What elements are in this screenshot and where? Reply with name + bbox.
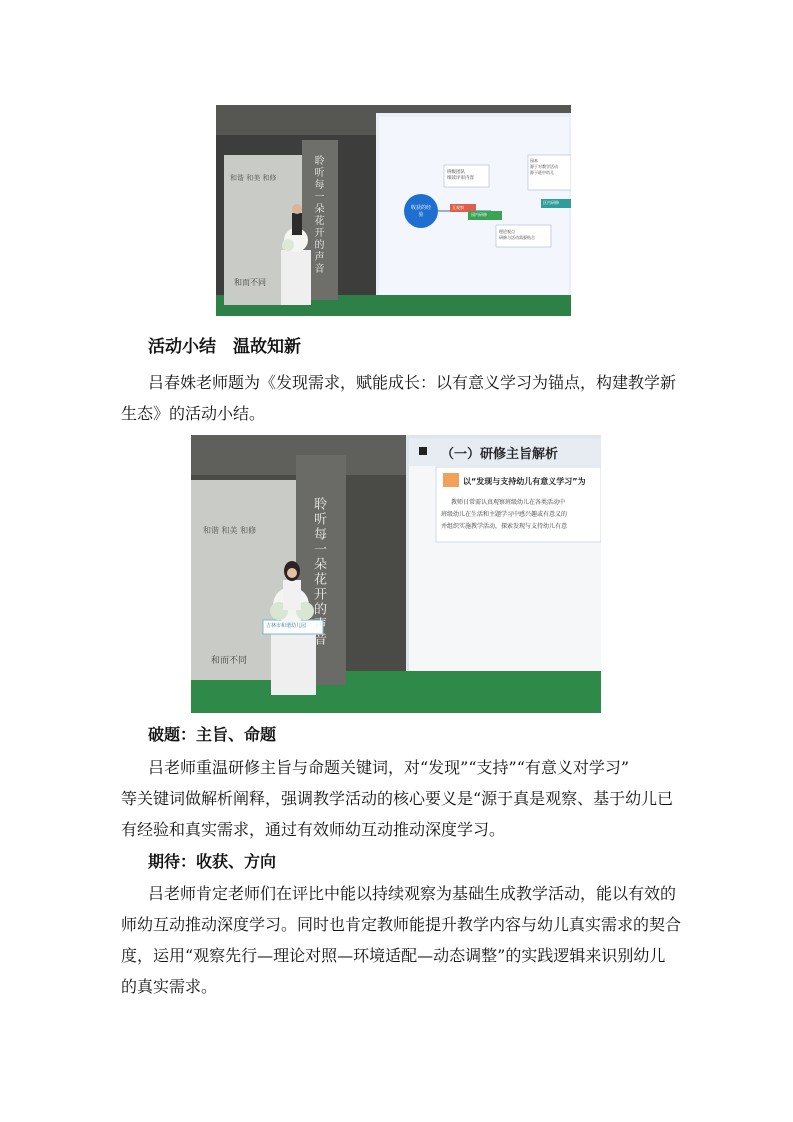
paragraph-2-line-1: 吕老师重温研修主旨与命题关键词，对“发现”“支持”“有意义对学习” xyxy=(148,758,630,777)
screen-line-1: 教师日常需认真观察班级幼儿在各类活动中 xyxy=(451,499,566,506)
stage-photo-1 xyxy=(216,105,571,316)
screen-label-3: 区内研修 xyxy=(543,200,559,205)
paragraph-2-line-2: 等关键词做解析阐释，强调教学活动的核心要义是“源于真是观察、基于幼儿已 xyxy=(121,789,674,808)
banner-bottom-text: 和而不同 xyxy=(211,656,248,666)
screen-box-bottom: 理论观点 研修与活动需要贴合 xyxy=(499,229,535,240)
screen-line-3: 并组织实施教学活动，探索发现与支持幼儿有意 xyxy=(441,523,568,530)
screen-box-top: 班级团队 细读评审内容 xyxy=(447,170,474,181)
banner-bottom-text: 和而不同 xyxy=(234,278,266,287)
screen-line-2: 班级幼儿在生活和主题学习中感兴趣或有意义的 xyxy=(441,511,568,518)
screen-title: （一）研修主旨解析 xyxy=(441,447,559,462)
screen-label-1: 互观察 xyxy=(452,205,464,210)
screen-subtitle: 以“发现与支持幼儿有意义学习”为 xyxy=(463,477,586,486)
paragraph-2-line-3: 有经验和真实需求，通过有效师幼互动推动深度学习。 xyxy=(121,820,506,839)
banner-top-text: 和谐 和美 和修 xyxy=(230,174,277,182)
podium-label: 吉林市和谐幼儿园 xyxy=(266,623,307,629)
paragraph-1-line-2: 生态》的活动小结。 xyxy=(121,404,266,423)
paragraph-3-line-4: 的真实需求。 xyxy=(121,977,218,996)
paragraph-3-line-3: 度，运用“观察先行—理论对照—环境适配—动态调整”的实践逻辑来识别幼儿 xyxy=(121,946,666,965)
paragraph-1-line-1: 吕春姝老师题为《发现需求，赋能成长：以有意义学习为锚点，构建教学新 xyxy=(148,373,677,392)
paragraph-3-line-2: 师幼互动推动深度学习。同时也肯定教师能提升教学内容与幼儿真实需求的契合 xyxy=(121,915,682,934)
section-heading-theme: 破题：主旨、命题 xyxy=(148,725,277,744)
stage-photo-1-image xyxy=(216,105,571,316)
banner-top-text: 和谐 和美 和修 xyxy=(203,526,257,535)
paragraph-3-line-1: 吕老师肯定老师们在评比中能以持续观察为基础生成教学活动，能以有效的 xyxy=(148,884,677,903)
screen-label-2: 园内研修 xyxy=(471,212,487,217)
section-heading-expectation: 期待：收获、方向 xyxy=(148,852,277,871)
banner-vertical-text: 聆听每一朵花开的声音 xyxy=(312,155,323,275)
screen-box-right: 园本 源于对教学活动 源于班中幼儿 xyxy=(530,158,558,175)
section-heading-summary: 活动小结 温故知新 xyxy=(148,337,301,357)
banner-vertical-text: 聆听每一朵花开的声音 xyxy=(311,497,326,647)
stage-photo-2 xyxy=(191,435,601,713)
screen-circle-text: 收获的经验 xyxy=(410,205,431,218)
